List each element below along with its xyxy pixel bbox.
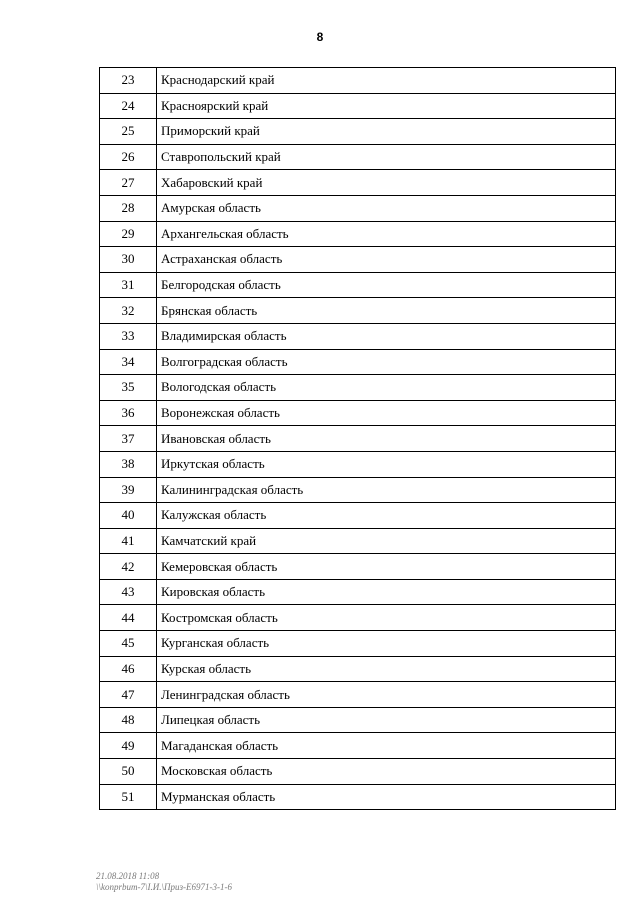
table-row bbox=[100, 733, 616, 759]
document-footer bbox=[96, 871, 232, 893]
region-name: Воронежская область bbox=[157, 400, 616, 426]
region-name: Камчатский край bbox=[157, 528, 616, 554]
region-name: Архангельская область bbox=[157, 221, 616, 247]
region-name: Ленинградская область bbox=[157, 682, 616, 708]
region-name: Московская область bbox=[157, 759, 616, 785]
footer-timestamp: 21.08.2018 11:08 bbox=[96, 871, 160, 881]
table-row bbox=[100, 477, 616, 503]
row-number: 42 bbox=[100, 554, 157, 580]
row-number: 49 bbox=[100, 733, 157, 759]
row-number: 29 bbox=[100, 221, 157, 247]
region-name: Красноярский край bbox=[157, 93, 616, 119]
table-row bbox=[100, 605, 616, 631]
region-name: Астраханская область bbox=[157, 247, 616, 273]
region-name: Ставропольский край bbox=[157, 144, 616, 170]
row-number: 50 bbox=[100, 759, 157, 785]
region-name: Краснодарский край bbox=[157, 68, 616, 94]
table-row bbox=[100, 656, 616, 682]
row-number: 38 bbox=[100, 451, 157, 477]
row-number: 47 bbox=[100, 682, 157, 708]
row-number: 46 bbox=[100, 656, 157, 682]
row-number: 28 bbox=[100, 195, 157, 221]
table-row bbox=[100, 579, 616, 605]
region-name: Кировская область bbox=[157, 579, 616, 605]
region-name: Волгоградская область bbox=[157, 349, 616, 375]
region-name: Владимирская область bbox=[157, 323, 616, 349]
table-row bbox=[100, 247, 616, 273]
region-name: Калининградская область bbox=[157, 477, 616, 503]
row-number: 36 bbox=[100, 400, 157, 426]
table-row bbox=[100, 451, 616, 477]
table-row bbox=[100, 170, 616, 196]
row-number: 39 bbox=[100, 477, 157, 503]
row-number: 40 bbox=[100, 503, 157, 529]
row-number: 48 bbox=[100, 707, 157, 733]
row-number: 27 bbox=[100, 170, 157, 196]
row-number: 32 bbox=[100, 298, 157, 324]
table-row bbox=[100, 68, 616, 94]
row-number: 25 bbox=[100, 119, 157, 145]
row-number: 31 bbox=[100, 272, 157, 298]
table-row bbox=[100, 144, 616, 170]
region-name: Амурская область bbox=[157, 195, 616, 221]
region-name: Хабаровский край bbox=[157, 170, 616, 196]
table-row bbox=[100, 759, 616, 785]
region-name: Курская область bbox=[157, 656, 616, 682]
region-name: Белгородская область bbox=[157, 272, 616, 298]
row-number: 44 bbox=[100, 605, 157, 631]
region-name: Приморский край bbox=[157, 119, 616, 145]
table-row bbox=[100, 323, 616, 349]
region-name: Иркутская область bbox=[157, 451, 616, 477]
table-row bbox=[100, 93, 616, 119]
regions-table bbox=[99, 67, 616, 810]
table-row bbox=[100, 707, 616, 733]
region-name: Липецкая область bbox=[157, 707, 616, 733]
region-name: Брянская область bbox=[157, 298, 616, 324]
page-number: 8 bbox=[316, 30, 324, 44]
table-row bbox=[100, 349, 616, 375]
region-name: Мурманская область bbox=[157, 784, 616, 810]
table-row bbox=[100, 503, 616, 529]
row-number: 23 bbox=[100, 68, 157, 94]
row-number: 33 bbox=[100, 323, 157, 349]
regions-table-body bbox=[100, 68, 616, 810]
row-number: 41 bbox=[100, 528, 157, 554]
row-number: 43 bbox=[100, 579, 157, 605]
table-row bbox=[100, 375, 616, 401]
table-row bbox=[100, 426, 616, 452]
row-number: 45 bbox=[100, 631, 157, 657]
region-name: Вологодская область bbox=[157, 375, 616, 401]
row-number: 34 bbox=[100, 349, 157, 375]
region-name: Магаданская область bbox=[157, 733, 616, 759]
region-name: Кемеровская область bbox=[157, 554, 616, 580]
table-row bbox=[100, 528, 616, 554]
row-number: 35 bbox=[100, 375, 157, 401]
footer-file-path: \\konprbum-7\I.И.\Приз-E6971-3-1-6 bbox=[96, 882, 232, 892]
table-row bbox=[100, 119, 616, 145]
table-row bbox=[100, 298, 616, 324]
row-number: 51 bbox=[100, 784, 157, 810]
table-row bbox=[100, 631, 616, 657]
table-row bbox=[100, 221, 616, 247]
region-name: Костромская область bbox=[157, 605, 616, 631]
row-number: 24 bbox=[100, 93, 157, 119]
table-row bbox=[100, 784, 616, 810]
row-number: 26 bbox=[100, 144, 157, 170]
table-row bbox=[100, 272, 616, 298]
region-name: Курганская область bbox=[157, 631, 616, 657]
table-row bbox=[100, 682, 616, 708]
table-row bbox=[100, 554, 616, 580]
region-name: Калужская область bbox=[157, 503, 616, 529]
region-name: Ивановская область bbox=[157, 426, 616, 452]
row-number: 37 bbox=[100, 426, 157, 452]
table-row bbox=[100, 400, 616, 426]
table-row bbox=[100, 195, 616, 221]
row-number: 30 bbox=[100, 247, 157, 273]
